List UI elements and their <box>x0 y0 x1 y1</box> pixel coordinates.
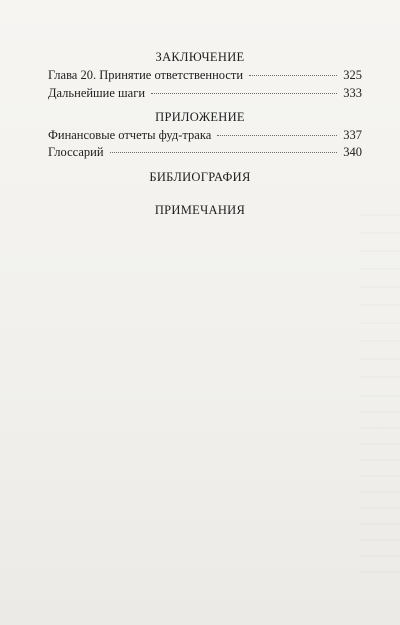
toc-entry <box>48 68 362 84</box>
toc-leader-dots <box>110 151 338 153</box>
show-through-text <box>360 395 400 575</box>
toc-entry <box>48 86 362 102</box>
toc-leader-dots <box>217 134 337 136</box>
toc-entry <box>48 128 362 144</box>
toc-leader-dots <box>151 92 337 94</box>
toc-entry-title: Глава 20. Принятие ответственности <box>48 68 244 82</box>
toc-entry <box>48 145 362 161</box>
toc-entry-page: 337 <box>343 128 362 142</box>
toc-entry-title: Глоссарий <box>48 145 104 159</box>
show-through-text <box>360 214 400 384</box>
toc-entry-title: Дальнейшие шаги <box>48 86 146 100</box>
section-heading-appendix: ПРИЛОЖЕНИЕ <box>155 110 245 124</box>
toc-entry-title: Финансовые отчеты фуд-трака <box>48 128 212 142</box>
toc-entry-page: 325 <box>343 68 362 82</box>
section-heading-conclusion: ЗАКЛЮЧЕНИЕ <box>155 50 245 64</box>
section-heading-bibliography: БИБЛИОГРАФИЯ <box>149 170 251 184</box>
toc-leader-dots <box>249 74 337 76</box>
toc-entry-page: 340 <box>343 145 362 159</box>
toc-entry-page: 333 <box>343 86 362 100</box>
section-heading-notes: ПРИМЕЧАНИЯ <box>154 203 246 217</box>
